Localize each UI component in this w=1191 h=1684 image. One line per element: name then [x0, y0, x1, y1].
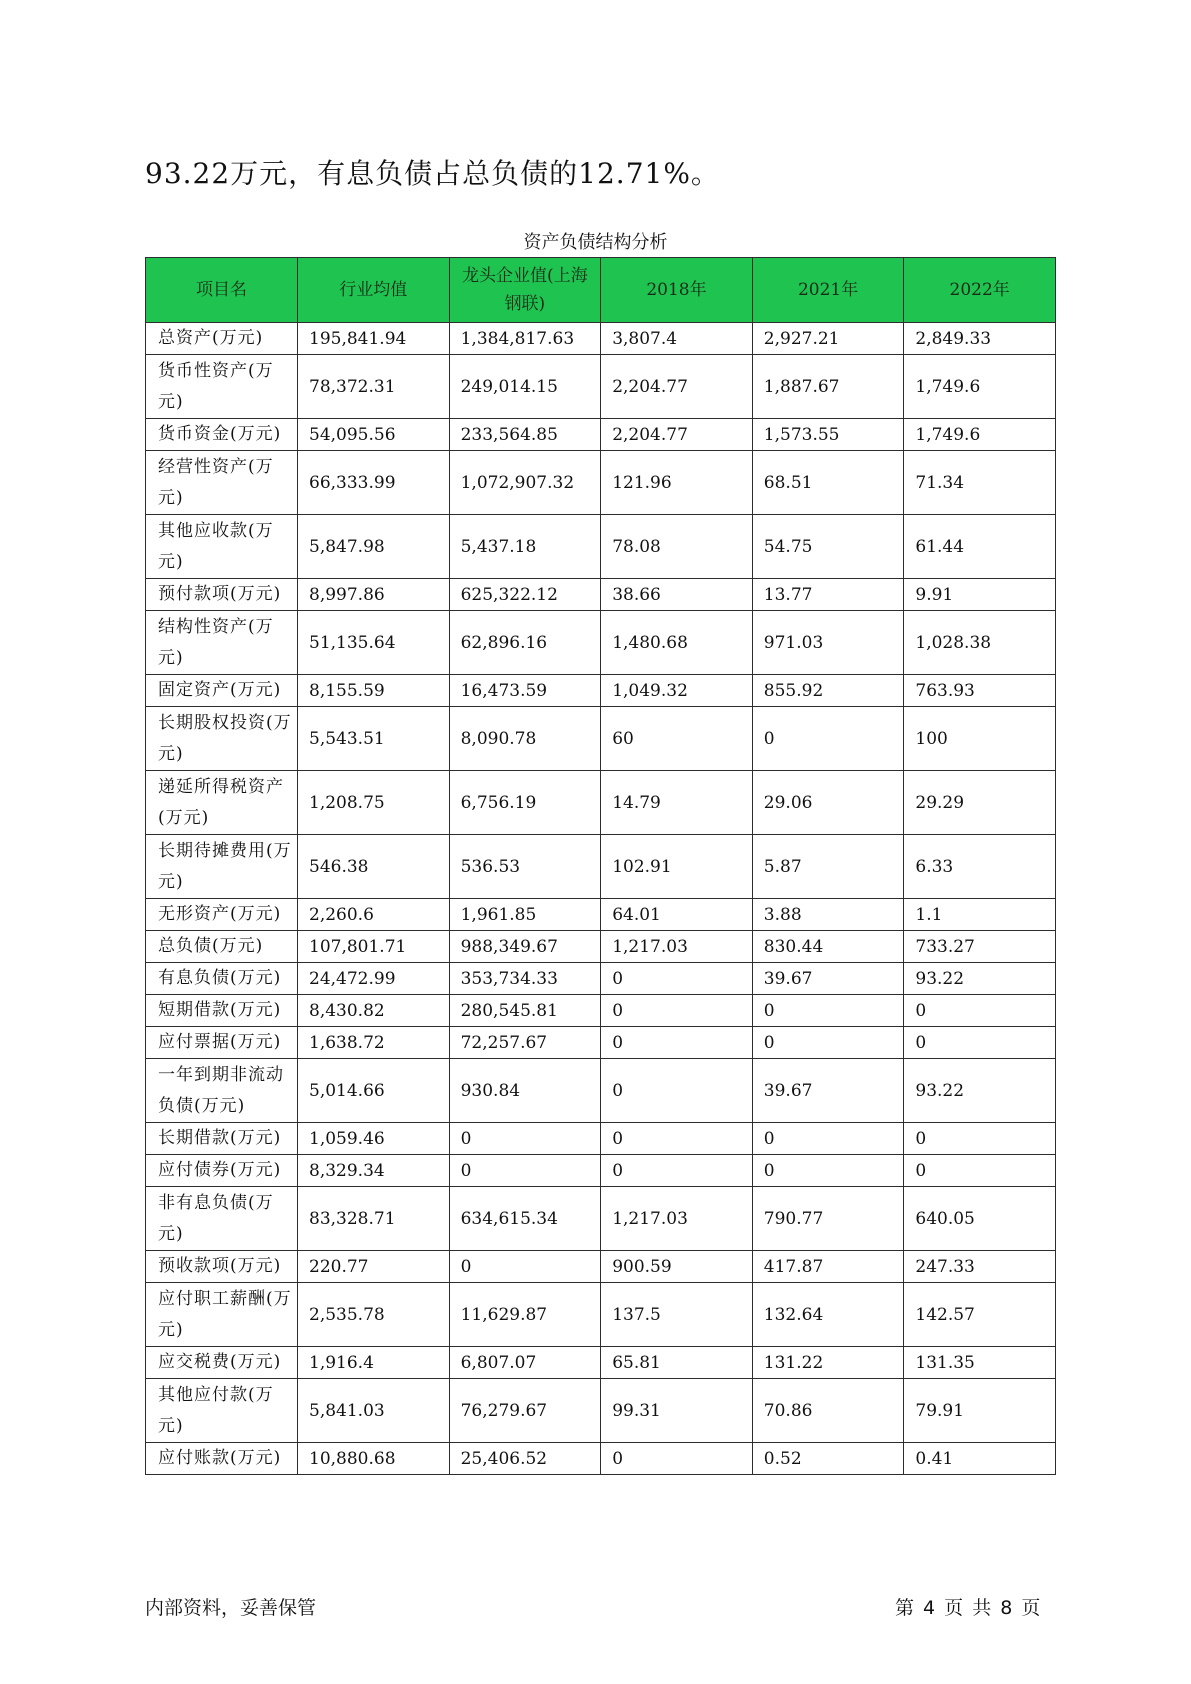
- table-cell: 1,916.4: [298, 1347, 450, 1379]
- row-label: 货币性资产(万元): [146, 355, 298, 419]
- table-cell: 14.79: [601, 771, 753, 835]
- table-row: [146, 1251, 1056, 1283]
- row-label: 预付款项(万元): [146, 579, 298, 611]
- intro-paragraph: 93.22万元，有息负债占总负债的12.71%。: [145, 157, 720, 190]
- table-header-row: [146, 258, 1056, 323]
- table-cell: 78,372.31: [298, 355, 450, 419]
- table-row: [146, 899, 1056, 931]
- row-label: 递延所得税资产(万元): [146, 771, 298, 835]
- table-cell: 1,059.46: [298, 1123, 450, 1155]
- table-cell: 0.41: [904, 1443, 1056, 1475]
- table-row: [146, 1347, 1056, 1379]
- table-cell: 1,749.6: [904, 355, 1056, 419]
- row-label: 经营性资产(万元): [146, 451, 298, 515]
- row-label: 其他应收款(万元): [146, 515, 298, 579]
- table-cell: 1,217.03: [601, 931, 753, 963]
- row-label: 结构性资产(万元): [146, 611, 298, 675]
- table-row: [146, 963, 1056, 995]
- table-cell: 0: [449, 1123, 601, 1155]
- footer-confidential-note: 内部资料，妥善保管: [145, 1597, 317, 1619]
- table-row: [146, 323, 1056, 355]
- table-cell: 62,896.16: [449, 611, 601, 675]
- table-cell: 1,208.75: [298, 771, 450, 835]
- table-cell: 64.01: [601, 899, 753, 931]
- table-cell: 142.57: [904, 1283, 1056, 1347]
- table-body: [146, 323, 1056, 1475]
- row-label: 有息负债(万元): [146, 963, 298, 995]
- table-row: [146, 835, 1056, 899]
- table-cell: 99.31: [601, 1379, 753, 1443]
- table-cell: 0: [904, 1027, 1056, 1059]
- table-cell: 107,801.71: [298, 931, 450, 963]
- row-label: 应付职工薪酬(万元): [146, 1283, 298, 1347]
- table-row: [146, 1059, 1056, 1123]
- table-cell: 66,333.99: [298, 451, 450, 515]
- table-cell: 546.38: [298, 835, 450, 899]
- table-cell: 0: [449, 1251, 601, 1283]
- table-cell: 233,564.85: [449, 419, 601, 451]
- table-row: [146, 1187, 1056, 1251]
- table-cell: 5,841.03: [298, 1379, 450, 1443]
- table-cell: 93.22: [904, 1059, 1056, 1123]
- table-cell: 0: [904, 1123, 1056, 1155]
- table-row: [146, 707, 1056, 771]
- table-cell: 988,349.67: [449, 931, 601, 963]
- header-industry-average: 行业均值: [298, 258, 450, 323]
- table-cell: 417.87: [752, 1251, 904, 1283]
- table-cell: 39.67: [752, 1059, 904, 1123]
- row-label: 固定资产(万元): [146, 675, 298, 707]
- table-cell: 0: [752, 1155, 904, 1187]
- table-cell: 0: [601, 1123, 753, 1155]
- table-row: [146, 451, 1056, 515]
- table-cell: 8,430.82: [298, 995, 450, 1027]
- table-cell: 353,734.33: [449, 963, 601, 995]
- table-cell: 625,322.12: [449, 579, 601, 611]
- table-cell: 131.35: [904, 1347, 1056, 1379]
- row-label: 短期借款(万元): [146, 995, 298, 1027]
- table-cell: 5,847.98: [298, 515, 450, 579]
- table-cell: 60: [601, 707, 753, 771]
- table-cell: 1,049.32: [601, 675, 753, 707]
- table-cell: 930.84: [449, 1059, 601, 1123]
- table-cell: 83,328.71: [298, 1187, 450, 1251]
- table-cell: 3.88: [752, 899, 904, 931]
- table-cell: 763.93: [904, 675, 1056, 707]
- table-cell: 2,849.33: [904, 323, 1056, 355]
- table-cell: 1,638.72: [298, 1027, 450, 1059]
- table-row: [146, 1283, 1056, 1347]
- table-cell: 10,880.68: [298, 1443, 450, 1475]
- table-cell: 8,329.34: [298, 1155, 450, 1187]
- table-row: [146, 1379, 1056, 1443]
- table-cell: 39.67: [752, 963, 904, 995]
- table-cell: 8,997.86: [298, 579, 450, 611]
- table-cell: 93.22: [904, 963, 1056, 995]
- header-year-2022: 2022年: [904, 258, 1056, 323]
- row-label: 总资产(万元): [146, 323, 298, 355]
- table-cell: 0: [601, 1027, 753, 1059]
- footer-page-number: 第 4 页 共 8 页: [895, 1597, 1041, 1619]
- table-cell: 76,279.67: [449, 1379, 601, 1443]
- row-label: 应付债券(万元): [146, 1155, 298, 1187]
- row-label: 长期借款(万元): [146, 1123, 298, 1155]
- table-row: [146, 675, 1056, 707]
- table-cell: 68.51: [752, 451, 904, 515]
- table-cell: 13.77: [752, 579, 904, 611]
- table-cell: 71.34: [904, 451, 1056, 515]
- table-cell: 25,406.52: [449, 1443, 601, 1475]
- table-cell: 1,217.03: [601, 1187, 753, 1251]
- table-cell: 38.66: [601, 579, 753, 611]
- table-row: [146, 1443, 1056, 1475]
- row-label: 其他应付款(万元): [146, 1379, 298, 1443]
- header-item-name: 项目名: [146, 258, 298, 323]
- table-cell: 0: [601, 1155, 753, 1187]
- table-cell: 70.86: [752, 1379, 904, 1443]
- table-cell: 1,480.68: [601, 611, 753, 675]
- table-cell: 536.53: [449, 835, 601, 899]
- table-cell: 29.06: [752, 771, 904, 835]
- header-leading-company: 龙头企业值(上海钢联): [449, 258, 601, 323]
- table-cell: 280,545.81: [449, 995, 601, 1027]
- table-cell: 51,135.64: [298, 611, 450, 675]
- table-cell: 0: [449, 1155, 601, 1187]
- table-cell: 132.64: [752, 1283, 904, 1347]
- table-cell: 220.77: [298, 1251, 450, 1283]
- row-label: 预收款项(万元): [146, 1251, 298, 1283]
- table-cell: 5,543.51: [298, 707, 450, 771]
- table-cell: 6,807.07: [449, 1347, 601, 1379]
- table-cell: 830.44: [752, 931, 904, 963]
- row-label: 长期股权投资(万元): [146, 707, 298, 771]
- table-cell: 0: [752, 995, 904, 1027]
- table-cell: 0: [601, 1059, 753, 1123]
- row-label: 总负债(万元): [146, 931, 298, 963]
- table-cell: 65.81: [601, 1347, 753, 1379]
- table-cell: 0: [601, 995, 753, 1027]
- table-cell: 6.33: [904, 835, 1056, 899]
- table-row: [146, 1123, 1056, 1155]
- table-cell: 195,841.94: [298, 323, 450, 355]
- table-row: [146, 419, 1056, 451]
- header-year-2021: 2021年: [752, 258, 904, 323]
- header-year-2018: 2018年: [601, 258, 753, 323]
- table-cell: 8,090.78: [449, 707, 601, 771]
- balance-sheet-structure-table: [145, 257, 1056, 1475]
- table-cell: 1,384,817.63: [449, 323, 601, 355]
- table-cell: 6,756.19: [449, 771, 601, 835]
- table-cell: 5.87: [752, 835, 904, 899]
- table-cell: 72,257.67: [449, 1027, 601, 1059]
- table-cell: 137.5: [601, 1283, 753, 1347]
- table-cell: 2,204.77: [601, 355, 753, 419]
- table-cell: 249,014.15: [449, 355, 601, 419]
- table-cell: 29.29: [904, 771, 1056, 835]
- table-row: [146, 771, 1056, 835]
- table-row: [146, 579, 1056, 611]
- table-cell: 78.08: [601, 515, 753, 579]
- table-cell: 0: [904, 1155, 1056, 1187]
- table-cell: 855.92: [752, 675, 904, 707]
- table-cell: 100: [904, 707, 1056, 771]
- table-row: [146, 1027, 1056, 1059]
- table-cell: 0: [752, 1027, 904, 1059]
- table-cell: 640.05: [904, 1187, 1056, 1251]
- row-label: 一年到期非流动负债(万元): [146, 1059, 298, 1123]
- table-cell: 102.91: [601, 835, 753, 899]
- table-cell: 2,927.21: [752, 323, 904, 355]
- table-cell: 16,473.59: [449, 675, 601, 707]
- table-cell: 1,573.55: [752, 419, 904, 451]
- row-label: 长期待摊费用(万元): [146, 835, 298, 899]
- table-cell: 733.27: [904, 931, 1056, 963]
- table-row: [146, 931, 1056, 963]
- table-cell: 0: [752, 1123, 904, 1155]
- table-cell: 54,095.56: [298, 419, 450, 451]
- table-cell: 0: [752, 707, 904, 771]
- table-row: [146, 1155, 1056, 1187]
- table-cell: 1.1: [904, 899, 1056, 931]
- table-cell: 1,028.38: [904, 611, 1056, 675]
- row-label: 无形资产(万元): [146, 899, 298, 931]
- table-cell: 971.03: [752, 611, 904, 675]
- table-cell: 61.44: [904, 515, 1056, 579]
- row-label: 应付账款(万元): [146, 1443, 298, 1475]
- table-cell: 121.96: [601, 451, 753, 515]
- table-cell: 1,887.67: [752, 355, 904, 419]
- table-cell: 2,535.78: [298, 1283, 450, 1347]
- table-cell: 1,072,907.32: [449, 451, 601, 515]
- table-cell: 0: [904, 995, 1056, 1027]
- table-row: [146, 355, 1056, 419]
- table-cell: 634,615.34: [449, 1187, 601, 1251]
- table-cell: 900.59: [601, 1251, 753, 1283]
- table-cell: 0.52: [752, 1443, 904, 1475]
- table-cell: 5,437.18: [449, 515, 601, 579]
- table-cell: 5,014.66: [298, 1059, 450, 1123]
- table-cell: 11,629.87: [449, 1283, 601, 1347]
- row-label: 非有息负债(万元): [146, 1187, 298, 1251]
- row-label: 应交税费(万元): [146, 1347, 298, 1379]
- row-label: 货币资金(万元): [146, 419, 298, 451]
- table-cell: 2,204.77: [601, 419, 753, 451]
- table-row: [146, 995, 1056, 1027]
- table-row: [146, 611, 1056, 675]
- table-caption: 资产负债结构分析: [523, 232, 668, 253]
- table-cell: 24,472.99: [298, 963, 450, 995]
- table-cell: 0: [601, 1443, 753, 1475]
- table-cell: 790.77: [752, 1187, 904, 1251]
- table-cell: 9.91: [904, 579, 1056, 611]
- table-cell: 0: [601, 963, 753, 995]
- row-label: 应付票据(万元): [146, 1027, 298, 1059]
- table-cell: 2,260.6: [298, 899, 450, 931]
- table-cell: 247.33: [904, 1251, 1056, 1283]
- table-cell: 131.22: [752, 1347, 904, 1379]
- table-cell: 79.91: [904, 1379, 1056, 1443]
- table-row: [146, 515, 1056, 579]
- table-cell: 3,807.4: [601, 323, 753, 355]
- table-cell: 1,961.85: [449, 899, 601, 931]
- table-cell: 8,155.59: [298, 675, 450, 707]
- table-cell: 1,749.6: [904, 419, 1056, 451]
- table-cell: 54.75: [752, 515, 904, 579]
